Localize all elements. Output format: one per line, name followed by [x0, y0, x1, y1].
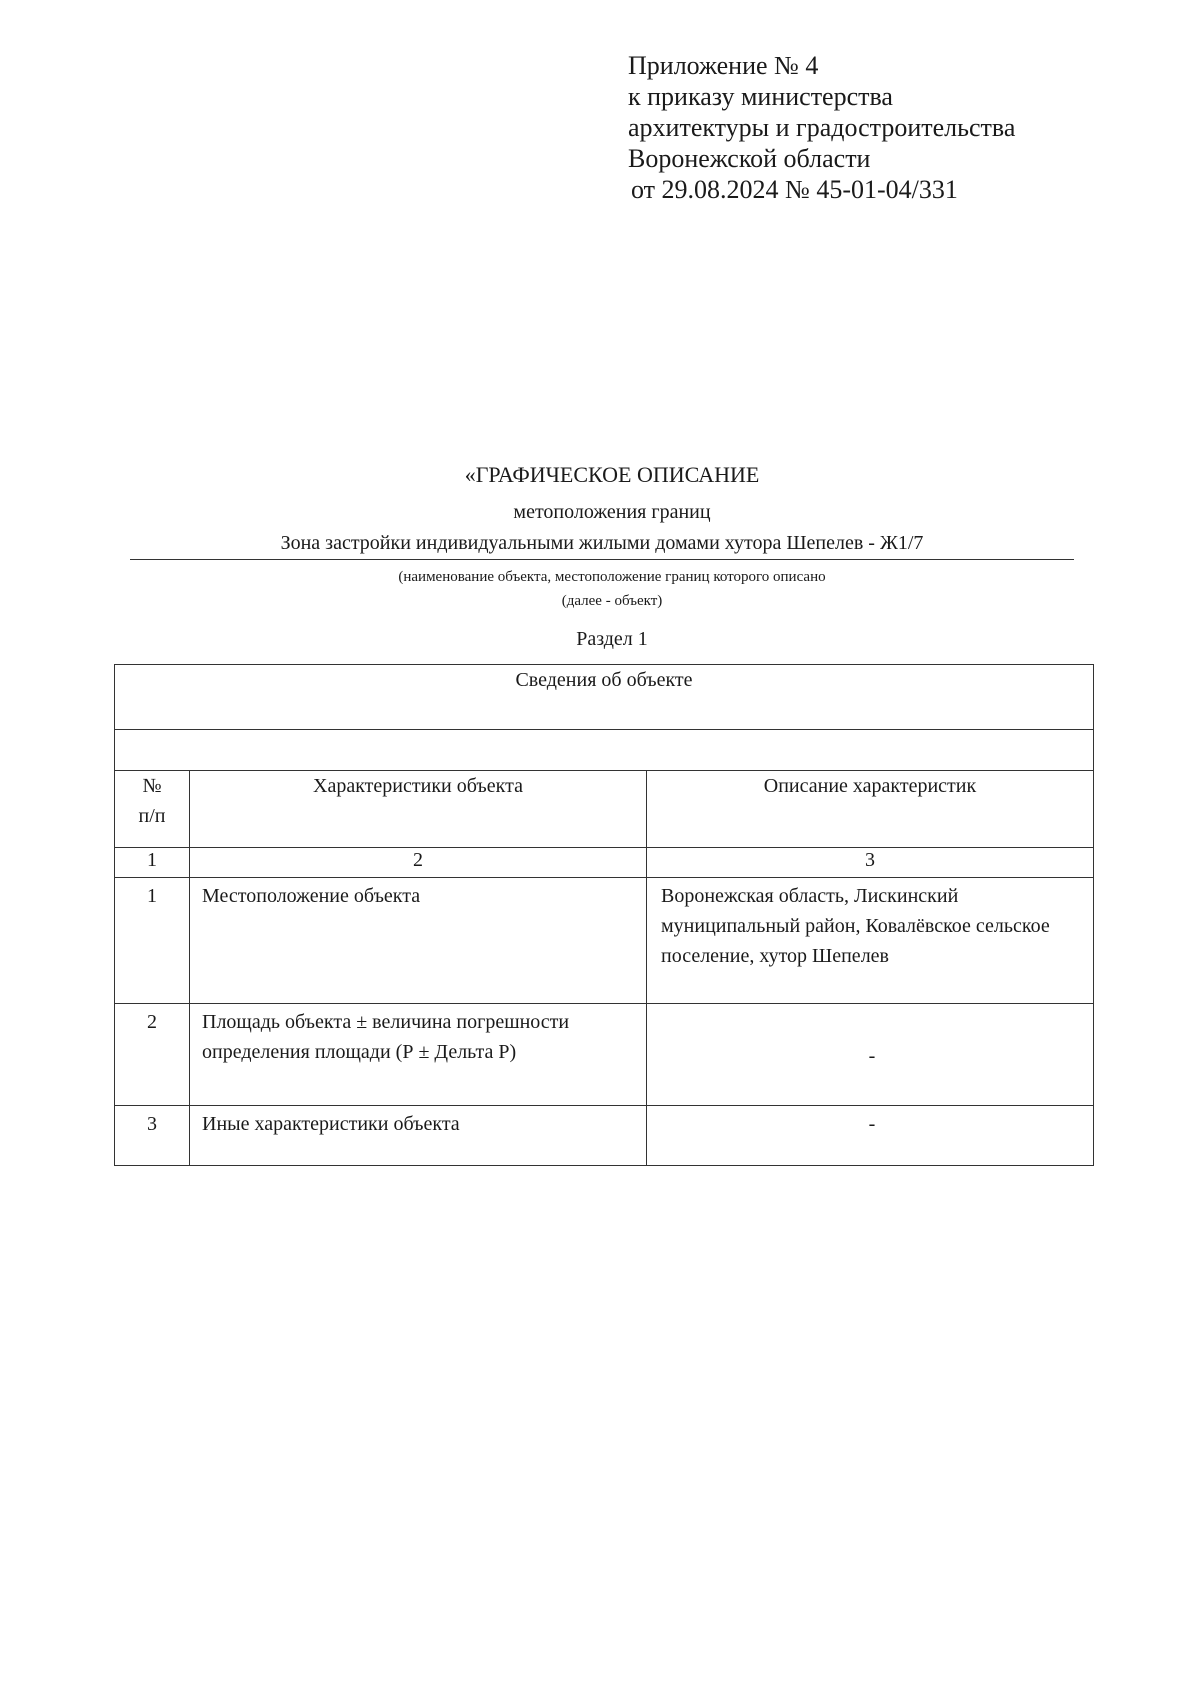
appendix-line-1: Приложение № 4 [628, 51, 819, 80]
appendix-line-4: Воронежской области [628, 144, 871, 173]
table-row [115, 1106, 1094, 1166]
appendix-header [628, 50, 1015, 205]
table-row [115, 878, 1094, 1004]
table-header: Сведения об объекте [115, 665, 1094, 730]
section-title: Раздел 1 [576, 628, 648, 650]
object-name: Зона застройки индивидуальными жилыми домами хутора Шепелев - Ж1/7 [130, 530, 1074, 560]
column-header-num-line-2: п/п [138, 805, 166, 827]
row-num: 2 [115, 1004, 190, 1106]
document-title: «ГРАФИЧЕСКОЕ ОПИСАНИЕ [464, 462, 760, 487]
object-name-note-line-2: (далее - объект) [561, 593, 663, 609]
column-number-3: 3 [647, 848, 1094, 878]
row-num: 3 [115, 1106, 190, 1166]
appendix-line-2: к приказу министерства [628, 82, 893, 111]
row-characteristic: Иные характеристики объекта [190, 1106, 647, 1166]
document-subtitle: метоположения границ [513, 501, 711, 523]
table-row [115, 1004, 1094, 1106]
column-header-characteristics: Характеристики объекта [190, 771, 647, 848]
table-column-header-row [115, 771, 1094, 848]
table-empty-cell [115, 730, 1094, 771]
row-description: - [647, 1004, 1094, 1106]
row-characteristic: Площадь объекта ± величина погрешности определения площади (Р ± Дельта Р) [190, 1004, 647, 1106]
row-characteristic: Местоположение объекта [190, 878, 647, 1004]
column-number-1: 1 [115, 848, 190, 878]
row-num: 1 [115, 878, 190, 1004]
row-description: - [647, 1106, 1094, 1166]
column-header-num-line-1: № [142, 775, 162, 797]
column-number-2: 2 [190, 848, 647, 878]
column-header-num [115, 771, 190, 848]
row-description: Воронежская область, Лискинский муниципальный район, Ковалёвское сельское поселение, хутор Шепелев [647, 878, 1094, 1004]
table-header-row [115, 665, 1094, 730]
table-empty-row [115, 730, 1094, 771]
appendix-line-5: от 29.08.2024 № 45-01-04/331 [631, 175, 958, 204]
column-header-description: Описание характеристик [647, 771, 1094, 848]
object-name-note [130, 565, 1074, 613]
object-info-table [114, 664, 1094, 1166]
object-name-note-line-1: (наименование объекта, местоположение границ которого описано [398, 569, 826, 585]
table-column-numbers-row [115, 848, 1094, 878]
appendix-line-3: архитектуры и градостроительства [628, 113, 1016, 142]
